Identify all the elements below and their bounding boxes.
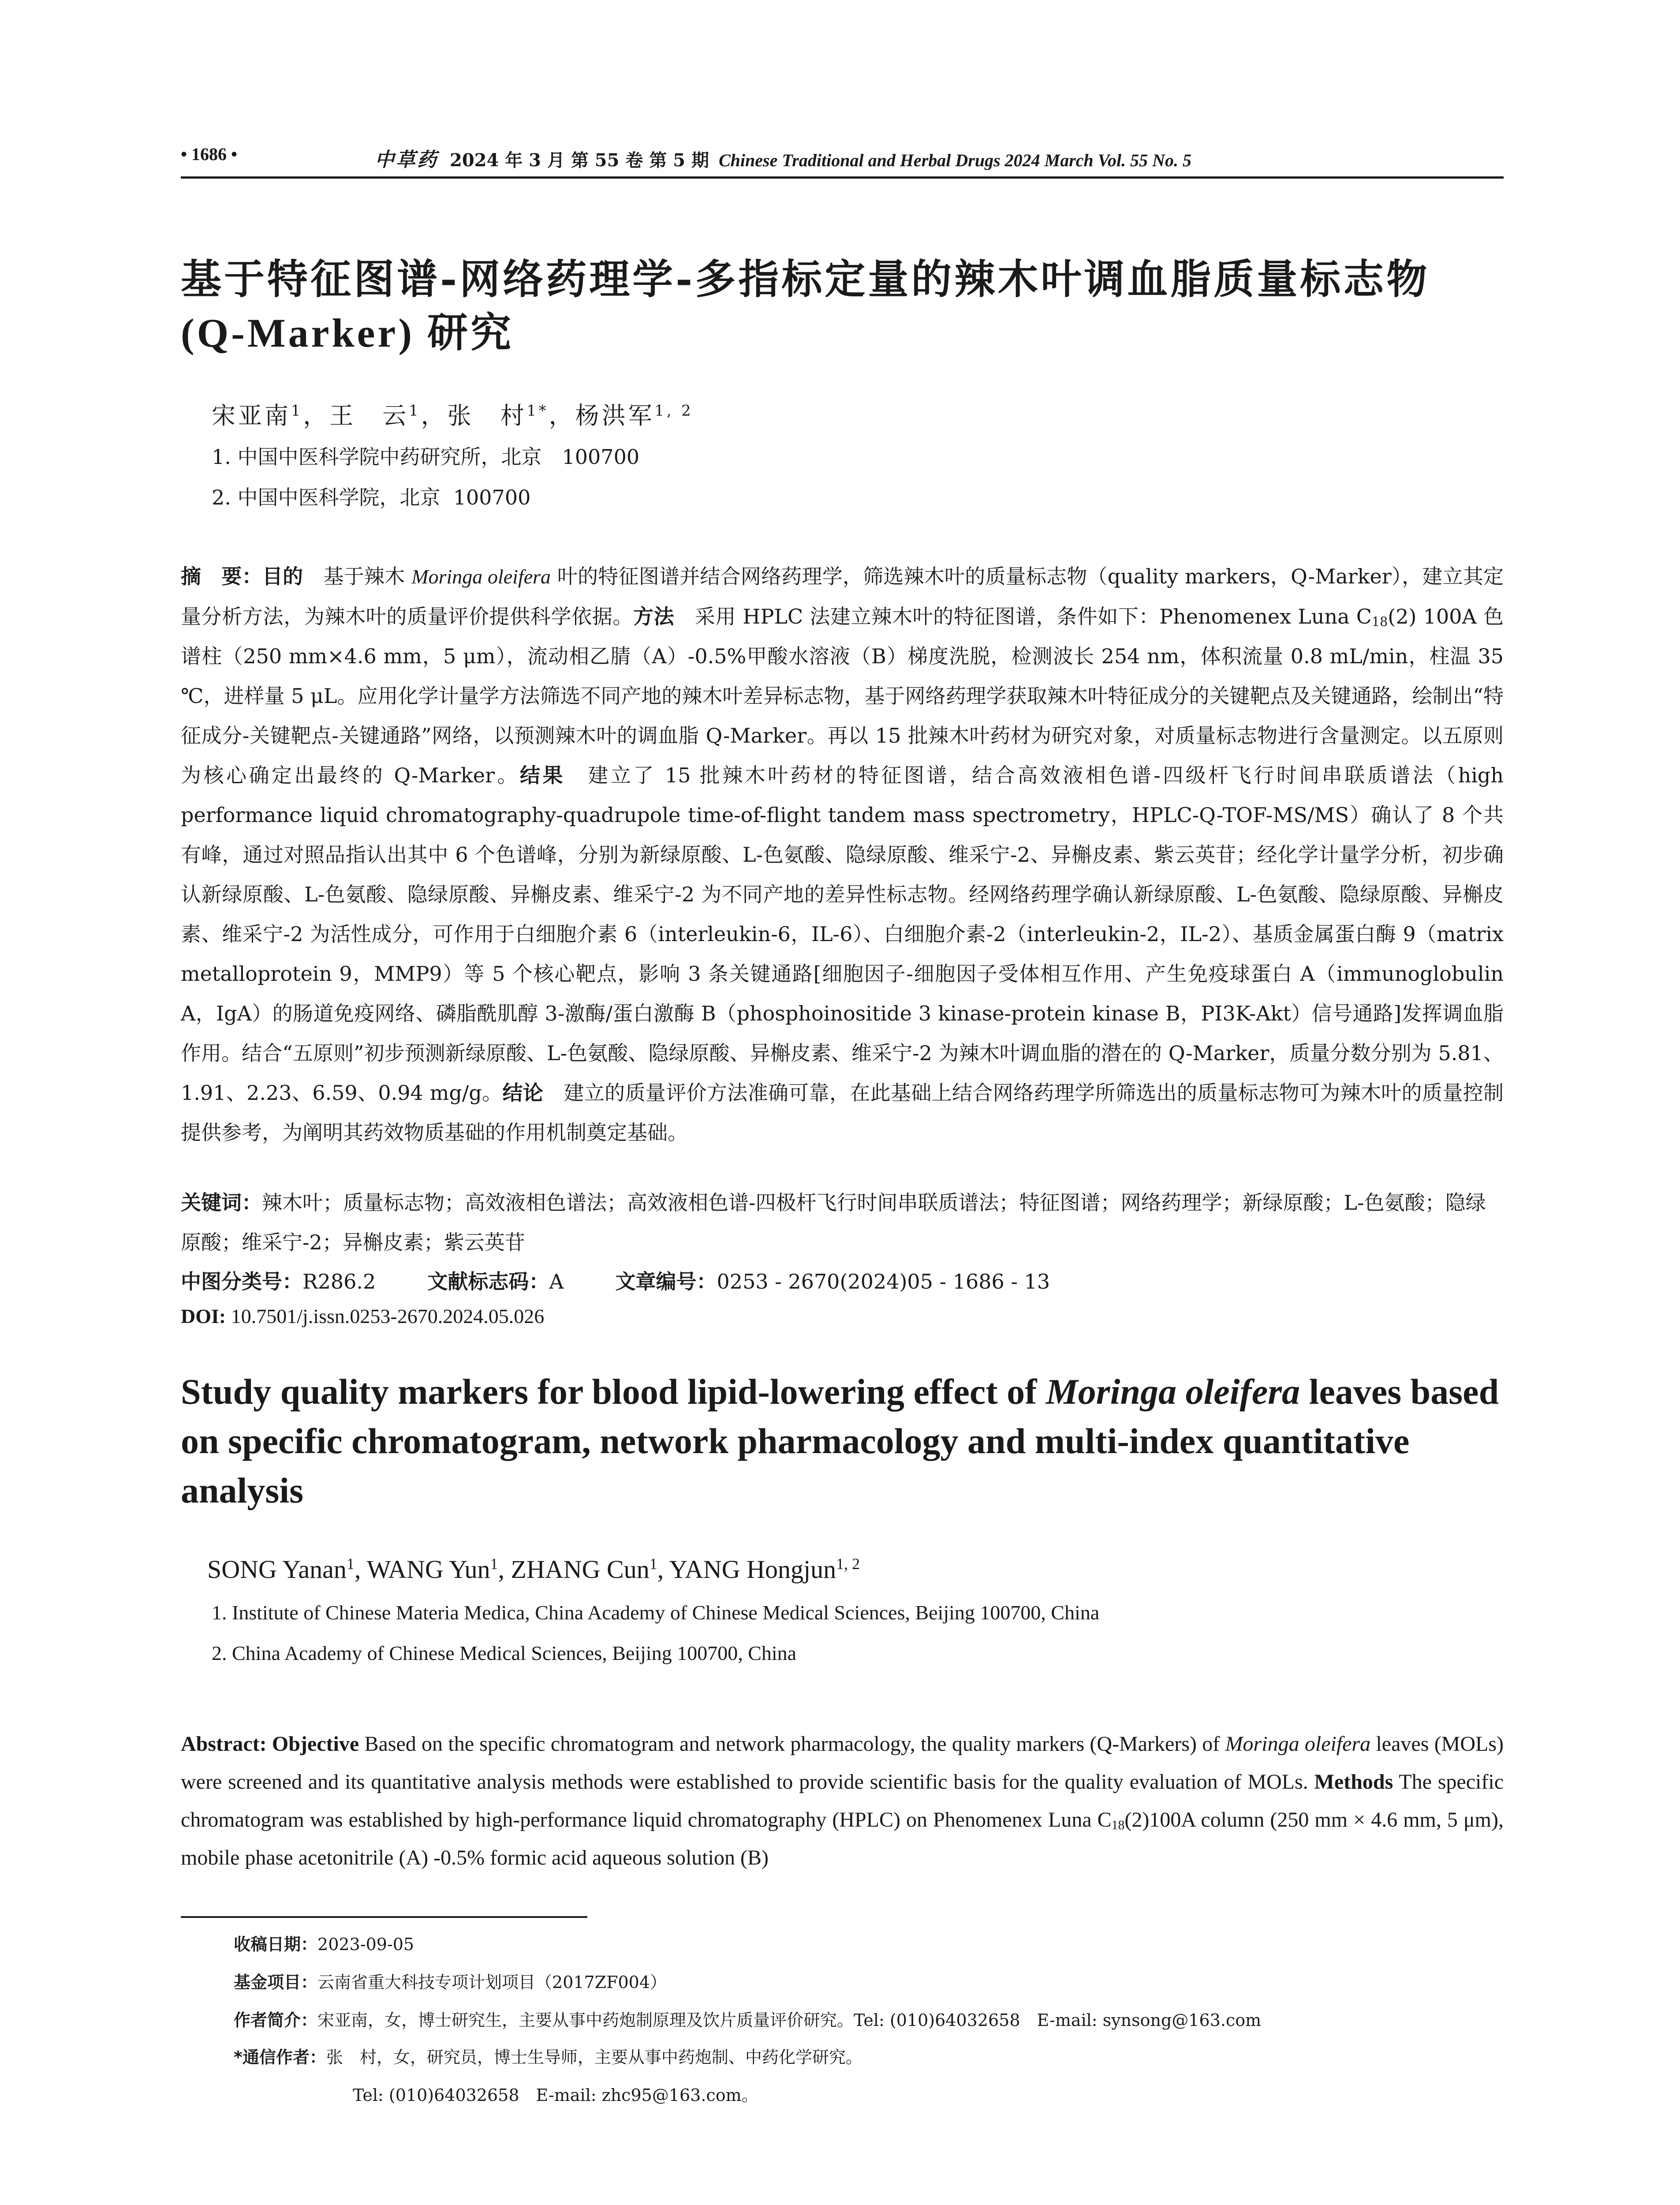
doc-code-value: A	[549, 1270, 564, 1293]
cn-title-line1: 基于特征图谱-网络药理学-多指标定量的辣木叶调血脂质量标志物	[181, 255, 1430, 303]
conclusion-label: 结论	[502, 1081, 544, 1105]
doi-line	[181, 1304, 544, 1328]
species-name: Moringa oleifera	[1225, 1732, 1371, 1756]
article-number-label: 文章编号：	[615, 1270, 717, 1293]
en-author: ZHANG Cun	[511, 1555, 650, 1584]
results-text: 建立了 15 批辣木叶药材的特征图谱，结合高效液相色谱-四级杆飞行时间串联质谱法（high performance liquid chromatography-quadrupole time-of-flight tandem mass spectrometry，HPLC-Q-TOF-MS/MS）确认了 8 个共有峰，通过对照品指认出其中 6 个色谱峰，分别为新绿原酸、L-色氨酸、隐绿原酸、维采宁-2、异槲皮素、紫云英苷；经化学计量学分析，初步确认新绿原酸、L-色氨酸、隐绿原酸、异槲皮素、维采宁-2 为不同产地的差异性标志物。经网络药理学确认新绿原酸、L-色氨酸、隐绿原酸、异槲皮素、维采宁-2 为活性成分，可作用于白细胞介素 6（interleukin-6，IL-6）、白细胞介素-2（interleukin-2，IL-2）、基质金属蛋白酶 9（matrix metalloprotein 9，MMP9）等 5 个核心靶点，影响 3 条关键通路[细胞因子-细胞因子受体相互作用、产生免疫球蛋白 A（immunoglobulin A，IgA）的肠道免疫网络、磷脂酰肌醇 3-激酶/蛋白激酶 B（phosphoinositide 3 kinase-protein kinase B，PI3K-Akt）信号通路]发挥调血脂作用。结合“五原则”初步预测新绿原酸、L-色氨酸、隐绿原酸、异槲皮素、维采宁-2 为辣木叶调血脂的潜在的 Q-Marker，质量分数分别为 5.81、1.91、2.23、6.59、0.94 mg/g。	[181, 763, 1504, 1105]
footnote-corresponding	[234, 2044, 862, 2068]
classification-line	[181, 1266, 1050, 1295]
footnote-received	[234, 1931, 414, 1955]
cn-affiliation: 2. 中国中医科学院，北京 100700	[212, 486, 531, 509]
en-affiliation: 1. Institute of Chinese Materia Medica, China Academy of Chinese Medical Sciences, Beijing 100700, China	[212, 1601, 1100, 1624]
author-superscript: 1*	[526, 402, 549, 419]
keywords-label: 关键词：	[181, 1191, 262, 1215]
journal-line	[375, 144, 1191, 172]
en-methods-text: The specific chromatogram was established by high-performance liquid chromatography (HPLC) on Phenomenex Luna C	[181, 1770, 1504, 1831]
author-separator: ，	[303, 402, 330, 430]
bio-label: 作者简介：	[234, 2011, 318, 2030]
author-superscript: 1	[291, 402, 303, 419]
corresponding-label: *通信作者：	[234, 2048, 326, 2067]
cn-affiliation: 1. 中国中医科学院中药研究所，北京 100700	[212, 445, 640, 469]
doc-code-label: 文献标志码：	[427, 1270, 549, 1293]
author-separator: ，	[549, 402, 575, 430]
author-superscript: 1	[409, 402, 421, 419]
received-label: 收稿日期：	[234, 1935, 318, 1954]
subscript: 18	[1111, 1817, 1125, 1832]
keywords-text: 辣木叶；质量标志物；高效液相色谱法；高效液相色谱-四极杆飞行时间串联质谱法；特征图谱；网络药理学；新绿原酸；L-色氨酸；隐绿原酸；维采宁-2；异槲皮素；紫云英苷	[181, 1191, 1486, 1254]
en-authors: SONG Yanan$^1$, WANG Yun$^1$, ZHANG Cun$^1$, YANG Hongjun$^{1, 2}$	[207, 1555, 860, 1584]
footnote-fund	[234, 1969, 667, 1993]
methods-text: (2) 100A 色谱柱（250 mm×4.6 mm，5 μm），流动相乙腈（A）-0.5%甲酸水溶液（B）梯度洗脱，检测波长 254 nm，体积流量 0.8 mL/min，柱温 35 ℃，进样量 5 μL。应用化学计量学方法筛选不同产地的辣木叶差异标志物，基于网络药理学获取辣木叶特征成分的关键靶点及关键通路，绘制出“特征成分-关键靶点-关键通路”网络，以预测辣木叶的调血脂 Q-Marker。再以 15 批辣木叶药材为研究对象，对质量标志物进行含量测定。以五原则为核心确定出最终的 Q-Marker。	[181, 605, 1504, 787]
corresponding-value: 张 村，女，研究员，博士生导师，主要从事中药炮制、中药化学研究。	[326, 2048, 862, 2067]
en-methods-text: (2)100A column (250 mm × 4.6 mm, 5 μm), mobile phase acetonitrile (A) -0.5% formic acid aqueous solution (B)	[181, 1808, 1504, 1869]
clc-value: R286.2	[302, 1270, 376, 1293]
issue-en: Chinese Traditional and Herbal Drugs 2024 March Vol. 55 No. 5	[719, 150, 1192, 170]
article-number-value: 0253 - 2670(2024)05 - 1686 - 13	[717, 1270, 1050, 1293]
species-name: Moringa oleifera	[1045, 1372, 1300, 1412]
cn-author: 张 村	[447, 402, 527, 430]
cn-abstract	[181, 557, 1504, 1152]
author-superscript: 1, 2	[836, 1555, 860, 1573]
objective-text: 基于辣木	[303, 564, 412, 588]
en-affiliation: 2. China Academy of Chinese Medical Sciences, Beijing 100700, China	[212, 1642, 797, 1664]
author-superscript: 1	[649, 1555, 657, 1573]
objective-label: 目的	[262, 564, 303, 588]
footnote-corresponding-contact: Tel: (010)64032658 E-mail: zhc95@163.com。	[353, 2085, 758, 2105]
author-superscript: 1, 2	[654, 402, 694, 419]
received-value: 2023-09-05	[317, 1935, 414, 1954]
en-objective-text: leaves (MOLs) were screened and its quantitative analysis methods were established to provide scientific basis for the quality evaluation of MOLs.	[181, 1732, 1504, 1794]
conclusion-text: 建立的质量评价方法准确可靠，在此基础上结合网络药理学所筛选出的质量标志物可为辣木叶的质量控制提供参考，为阐明其药效物质基础的作用机制奠定基础。	[181, 1081, 1504, 1144]
results-label: 结果	[519, 763, 565, 787]
bio-value: 宋亚南，女，博士研究生，主要从事中药炮制原理及饮片质量评价研究。Tel: (010)64032658 E-mail: synsong@163.com	[317, 2011, 1262, 2030]
author-superscript: 1	[490, 1555, 498, 1573]
footnote-author-bio	[234, 2007, 1261, 2031]
page-number: • 1686 •	[181, 144, 238, 164]
author-superscript: 1	[346, 1555, 355, 1573]
journal-logo: 中草药	[375, 149, 438, 171]
en-author: YANG Hongjun	[669, 1555, 836, 1584]
cn-title	[181, 252, 1512, 360]
keywords	[181, 1183, 1504, 1262]
en-author: WANG Yun	[366, 1555, 490, 1584]
cn-title-line2: (Q-Marker) 研究	[181, 310, 514, 355]
author-separator: ，	[421, 402, 448, 430]
species-name: Moringa oleifera	[411, 565, 551, 588]
en-author: SONG Yanan	[207, 1555, 347, 1584]
cn-author: 宋亚南	[212, 402, 291, 430]
cn-author: 王 云	[329, 402, 409, 430]
en-objective-text: Based on the specific chromatogram and network pharmacology, the quality markers (Q-Markers) of	[359, 1732, 1225, 1756]
en-abstract-label: Abstract: Objective	[181, 1732, 359, 1756]
en-title-text: leaves based on specific chromatogram, network pharmacology and multi-index quantitative analysis	[181, 1372, 1499, 1510]
clc-label: 中图分类号：	[181, 1270, 302, 1293]
methods-text: 采用 HPLC 法建立辣木叶的特征图谱，条件如下：Phenomenex Luna C	[674, 605, 1372, 628]
en-methods-label: Methods	[1314, 1770, 1393, 1794]
footnote-rule	[181, 1916, 587, 1918]
cn-author: 杨洪军	[575, 402, 655, 430]
en-abstract	[181, 1725, 1504, 1877]
fund-value: 云南省重大科技专项计划项目（2017ZF004）	[317, 1973, 667, 1992]
objective-text: 叶的特征图谱并结合网络药理学，筛选辣木叶的质量标志物（quality markers，Q-Marker），建立其定量分析方法，为辣木叶的质量评价提供科学依据。	[181, 564, 1504, 628]
doi-value: 10.7501/j.issn.0253-2670.2024.05.026	[226, 1305, 545, 1327]
methods-label: 方法	[633, 605, 675, 628]
subscript: 18	[1372, 614, 1388, 629]
doi-label: DOI:	[181, 1305, 226, 1327]
cn-authors	[212, 397, 694, 431]
fund-label: 基金项目：	[234, 1973, 318, 1992]
issue-cn: 2024 年 3 月 第 55 卷 第 5 期	[450, 150, 709, 171]
en-title	[181, 1367, 1512, 1515]
abstract-label: 摘 要：	[181, 564, 262, 588]
en-title-text: Study quality markers for blood lipid-lowering effect of	[181, 1372, 1046, 1412]
running-header	[181, 144, 1504, 179]
